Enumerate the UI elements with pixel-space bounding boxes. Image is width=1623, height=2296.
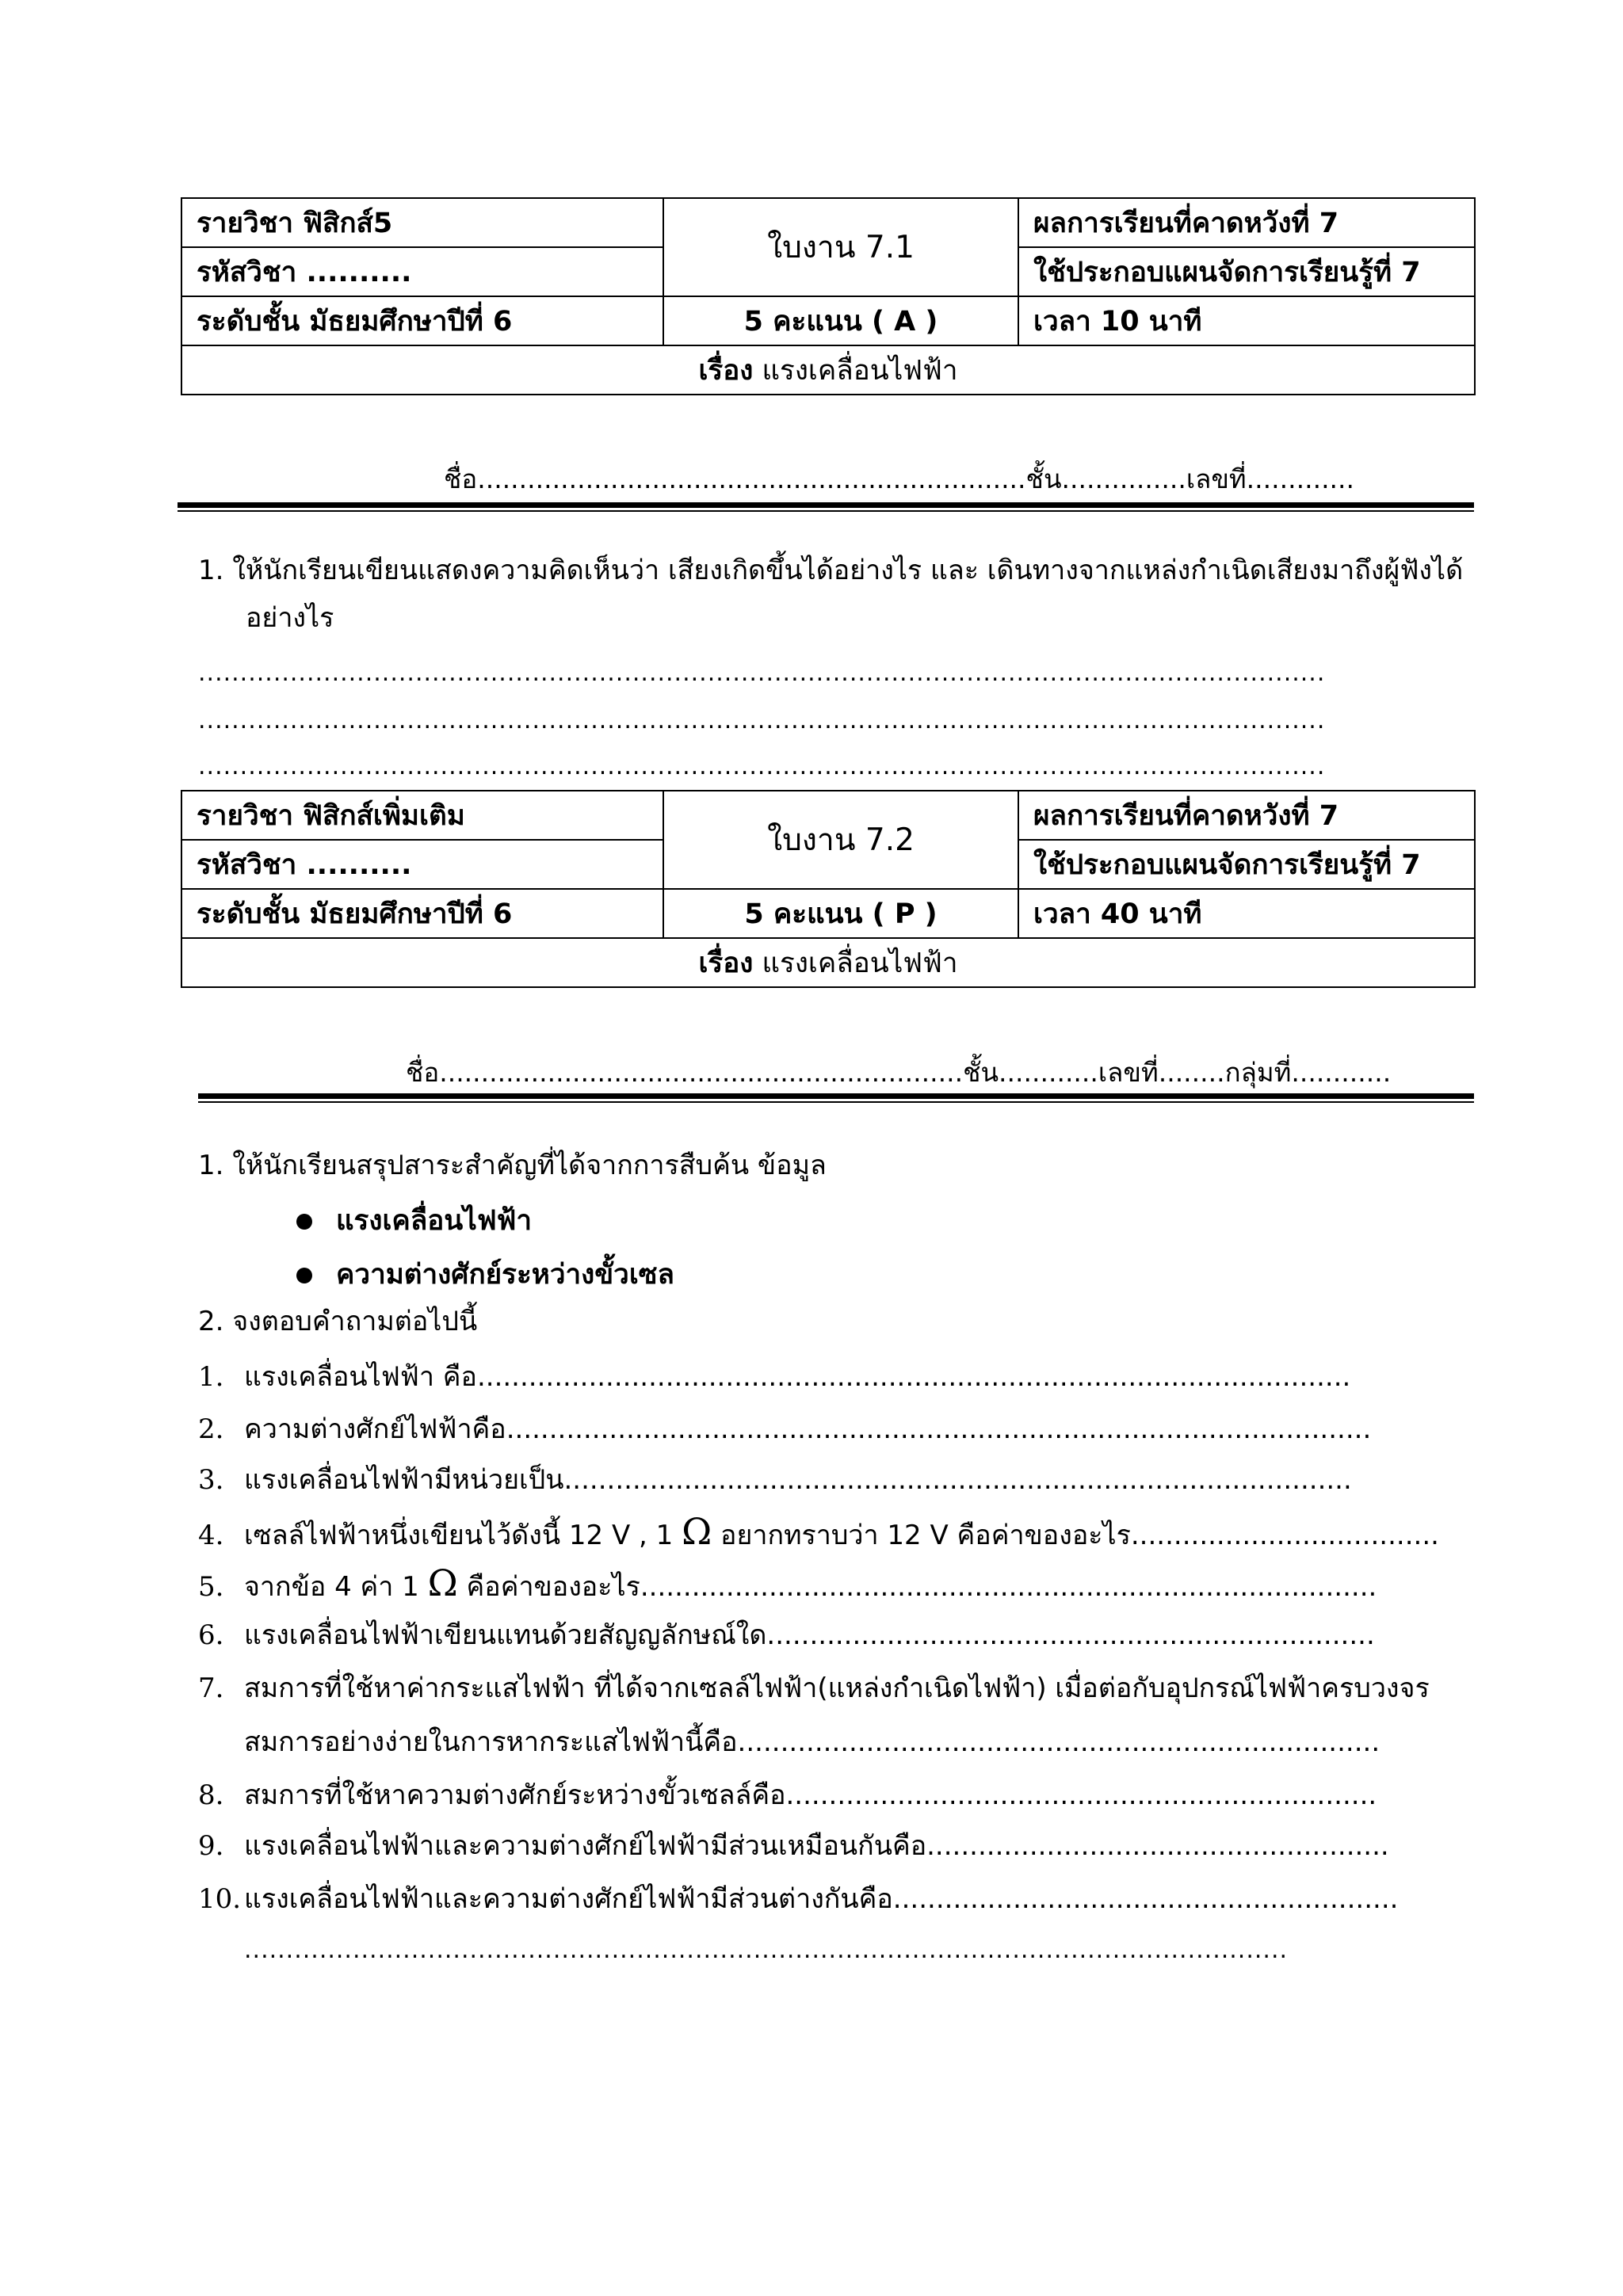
code-cell: รหัสวิชา ..........: [181, 247, 663, 296]
outcome-cell: ผลการเรียนที่คาดหวังที่ 7: [1018, 791, 1475, 840]
topic-cell: [181, 345, 1475, 395]
time-cell: เวลา 10 นาที: [1018, 296, 1475, 345]
answer-line[interactable]: .......................................................................................................................................: [198, 707, 1326, 734]
question-item: 3. แรงเคลื่อนไฟฟ้ามีหน่วยเป็น............................................................................................: [198, 1464, 1352, 1496]
name-field-line[interactable]: ชื่อ..................................................................ชั้น...............เลขที่.............: [444, 463, 1355, 494]
question-item: 2. ความต่างศักย์ไฟฟ้าคือ.....................................................................................................: [198, 1413, 1372, 1445]
plan-cell: ใช้ประกอบแผนจัดการเรียนรู้ที่ 7: [1018, 247, 1475, 296]
topic-text: แรงเคลื่อนไฟฟ้า: [762, 354, 958, 387]
subject-cell: รายวิชา ฟิสิกส์5: [181, 198, 663, 247]
question-item: 9. แรงเคลื่อนไฟฟ้าและความต่างศักย์ไฟฟ้ามีส่วนเหมือนกันคือ......................................................: [198, 1830, 1389, 1862]
bullet-item: แรงเคลื่อนไฟฟ้า: [296, 1199, 532, 1242]
question-item: 6. แรงเคลื่อนไฟฟ้าเขียนแทนด้วยสัญญลักษณ์ใด.......................................................................: [198, 1619, 1375, 1651]
bullet-item: ความต่างศักย์ระหว่างขั้วเซล: [296, 1253, 674, 1296]
topic-label: เรื่อง: [698, 947, 754, 979]
worksheet-title: ใบงาน 7.2: [663, 791, 1018, 889]
question-item: 8. สมการที่ใช้หาความต่างศักย์ระหว่างขั้วเซลล์คือ.....................................................................: [198, 1779, 1377, 1811]
name-field-line[interactable]: ชื่อ...............................................................ชั้น............เลขที่........กลุ่มที่............: [406, 1057, 1392, 1088]
worksheet-7-2-header: [181, 790, 1476, 988]
score-cell: 5 คะแนน ( P ): [663, 889, 1018, 938]
answer-line[interactable]: .......................................................................................................................................: [198, 659, 1326, 687]
score-cell: 5 คะแนน ( A ): [663, 296, 1018, 345]
omega-symbol: Ω: [427, 1562, 458, 1604]
question-item: 4. เซลล์ไฟฟ้าหนึ่งเขียนไว้ดังนี้ 12 V , 1 Ω อยากทราบว่า 12 V คือค่าของอะไร....................................: [198, 1510, 1439, 1553]
worksheet-7-1-header: [181, 197, 1476, 395]
topic-cell: [181, 938, 1475, 987]
code-cell: รหัสวิชา ..........: [181, 840, 663, 889]
omega-symbol: Ω: [682, 1510, 712, 1553]
question-item: 7. สมการที่ใช้หาค่ากระแสไฟฟ้า ที่ได้จากเซลล์ไฟฟ้า(แหล่งกำเนิดไฟฟ้า) เมื่อต่อกับอุปกรณ์ไฟฟ้าครบวงจร: [198, 1672, 1430, 1704]
bullet-icon: [296, 1268, 312, 1283]
double-rule: [178, 502, 1474, 512]
level-cell: ระดับชั้น มัธยมศึกษาปีที่ 6: [181, 889, 663, 938]
level-cell: ระดับชั้น มัธยมศึกษาปีที่ 6: [181, 296, 663, 345]
time-cell: เวลา 40 นาที: [1018, 889, 1475, 938]
question-item: 10. แรงเคลื่อนไฟฟ้าและความต่างศักย์ไฟฟ้ามีส่วนต่างกันคือ...........................................................: [198, 1883, 1399, 1915]
answer-line[interactable]: .......................................................................................................................................: [198, 753, 1326, 780]
question-1: 1. ให้นักเรียนเขียนแสดงความคิดเห็นว่า เสียงเกิดขึ้นได้อย่างไร และ เดินทางจากแหล่งกำเนิดเสียงมาถึงผู้ฟังได้: [198, 555, 1464, 586]
topic-text: แรงเคลื่อนไฟฟ้า: [762, 947, 958, 979]
plan-cell: ใช้ประกอบแผนจัดการเรียนรู้ที่ 7: [1018, 840, 1475, 889]
answer-line[interactable]: .............................................................................................................................: [244, 1936, 1289, 1964]
bullet-icon: [296, 1214, 312, 1230]
question-item: 5. จากข้อ 4 ค่า 1 Ω คือค่าของอะไร......................................................................................: [198, 1562, 1377, 1604]
instruction-2: 2. จงตอบคำถามต่อไปนี้: [198, 1306, 478, 1337]
question-1-continued: อย่างไร: [246, 602, 334, 634]
instruction-1: 1. ให้นักเรียนสรุปสาระสำคัญที่ได้จากการสืบค้น ข้อมูล: [198, 1150, 827, 1181]
subject-cell: รายวิชา ฟิสิกส์เพิ่มเติม: [181, 791, 663, 840]
outcome-cell: ผลการเรียนที่คาดหวังที่ 7: [1018, 198, 1475, 247]
topic-label: เรื่อง: [698, 354, 754, 387]
worksheet-title: ใบงาน 7.1: [663, 198, 1018, 296]
double-rule: [198, 1093, 1474, 1103]
question-item: 1. แรงเคลื่อนไฟฟ้า คือ......................................................................................................: [198, 1361, 1351, 1393]
question-item-continued: สมการอย่างง่ายในการหากระแสไฟฟ้านี้คือ...........................................................................: [244, 1726, 1381, 1758]
